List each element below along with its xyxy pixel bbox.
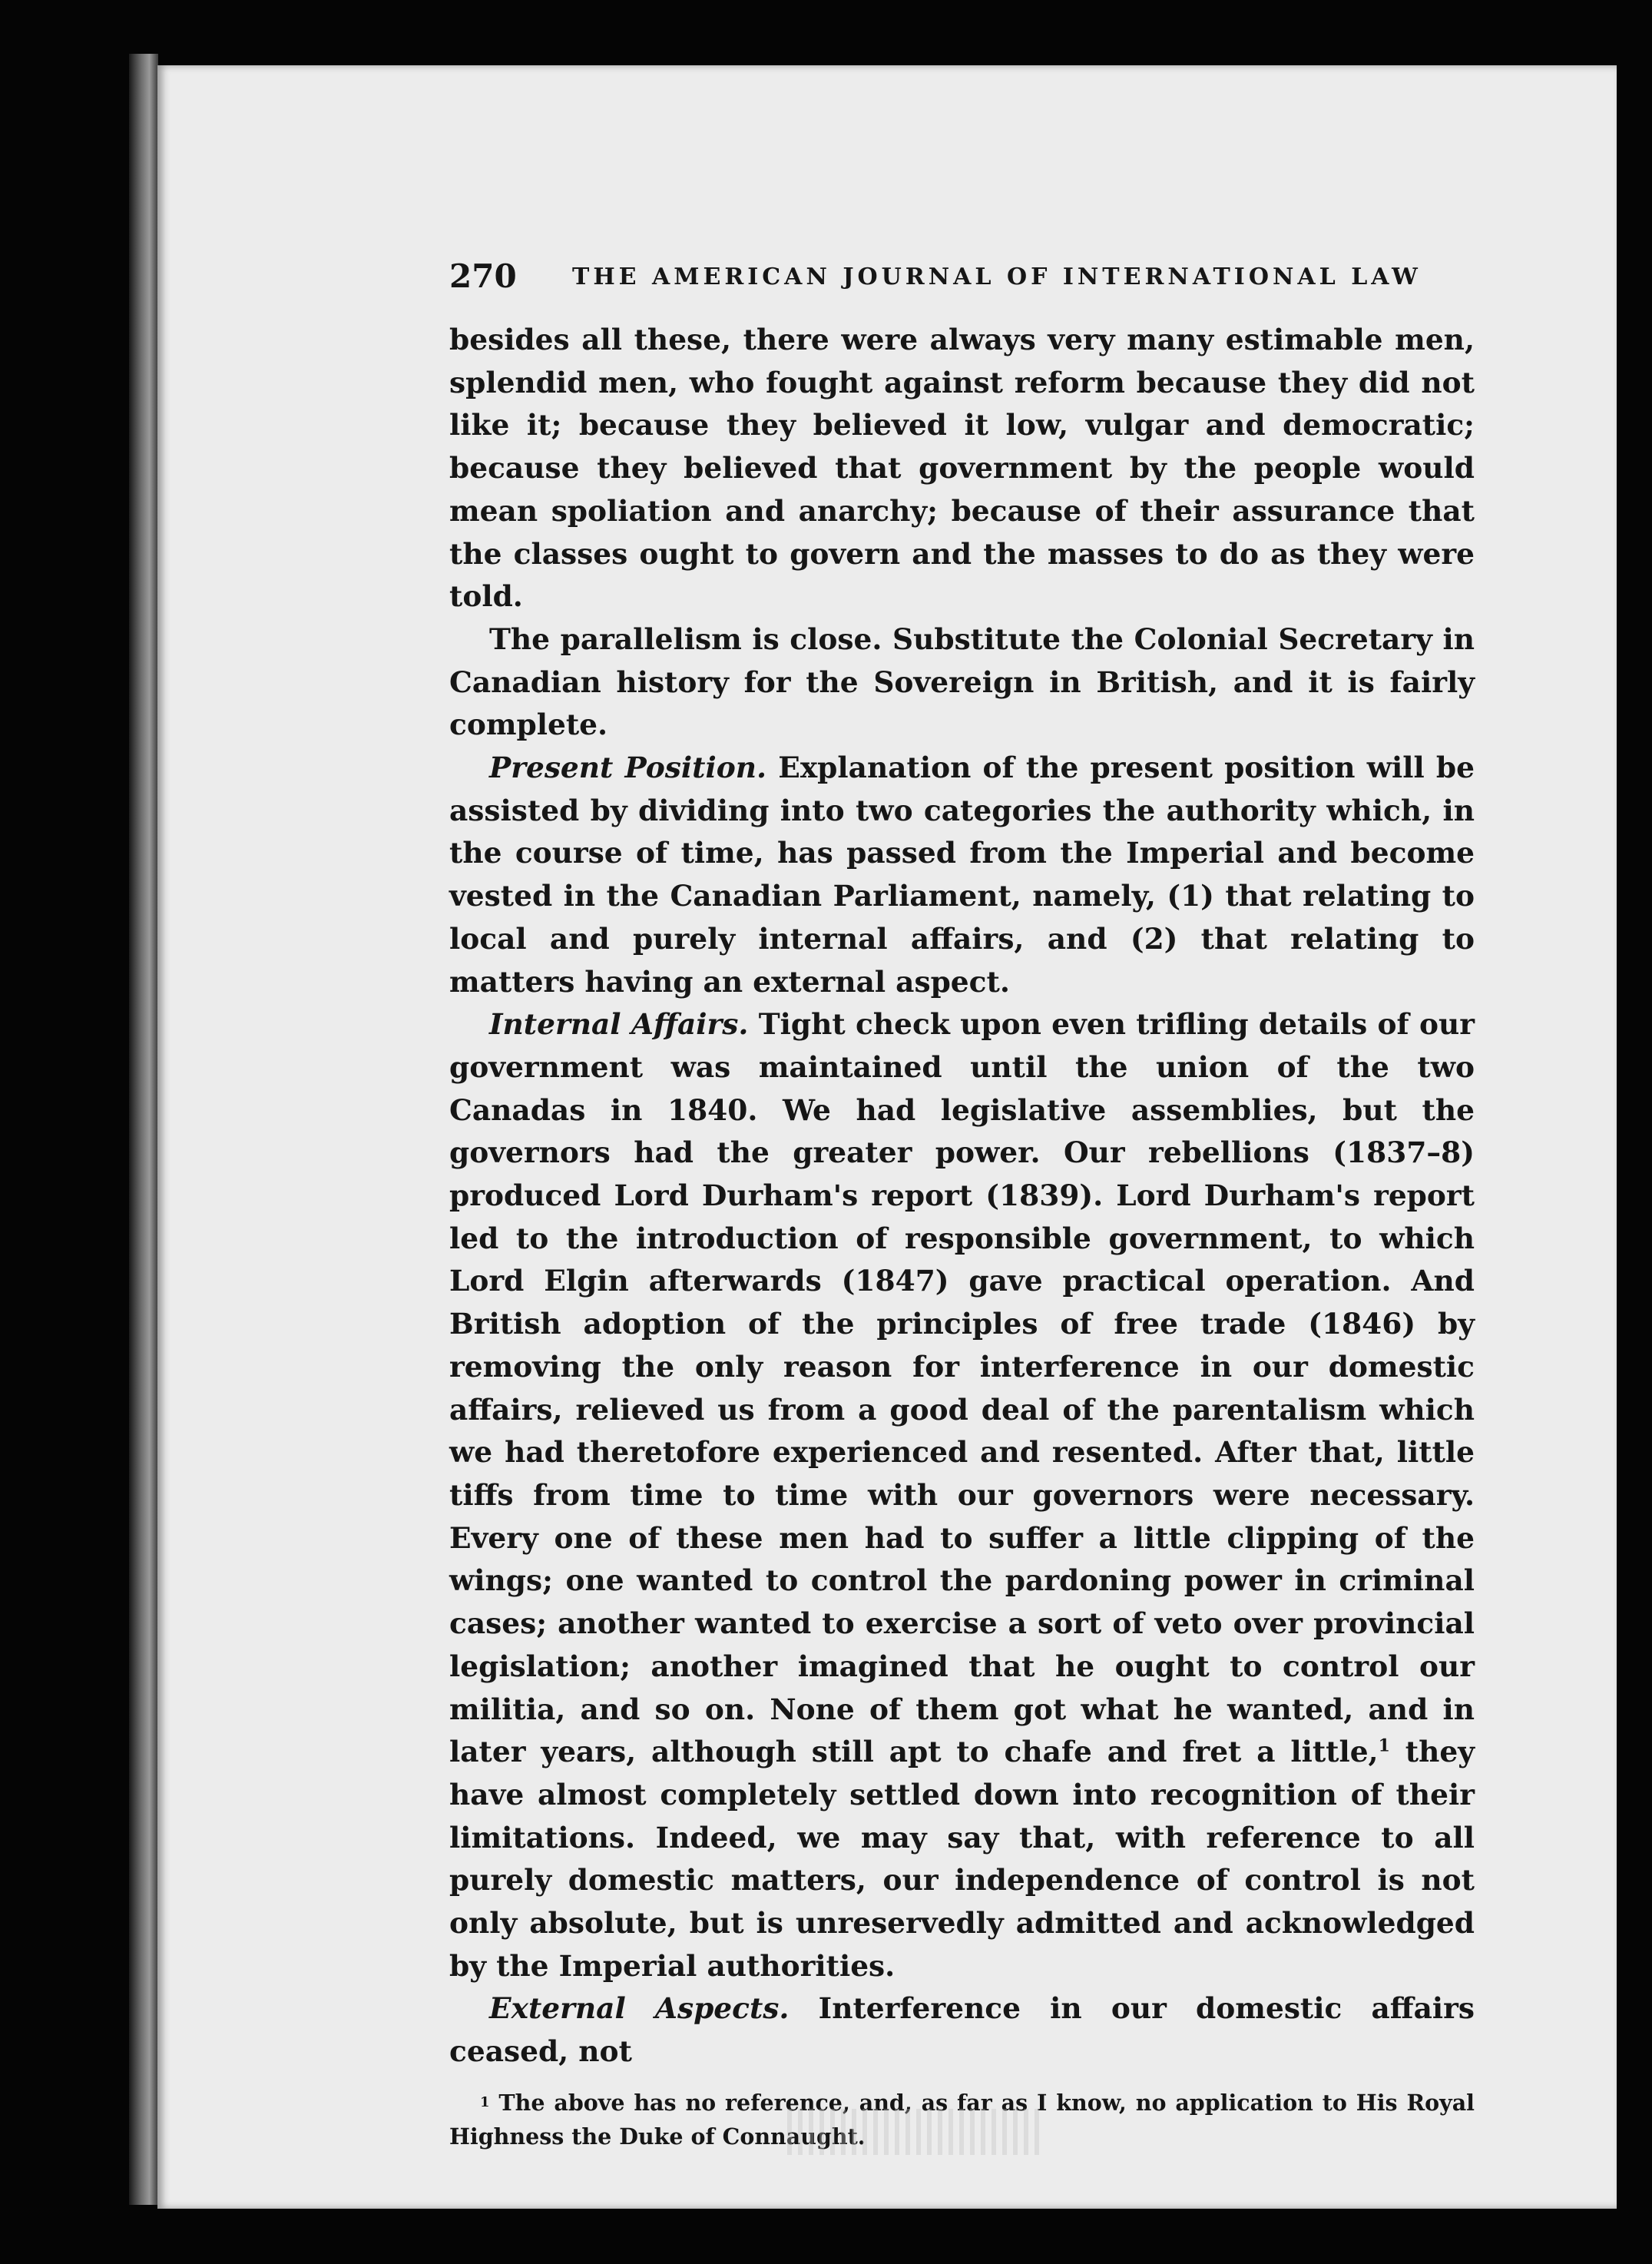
paragraph-text: Tight check upon even trifling details of our government was maintained until the union of the two Canadas in 1840. We had legislative assemblies, but the governors had the greater power. Our rebellions (1837–8) produced Lord Durham's report (1839). Lord Durham's report led to the introduction of responsible government, to which Lord Elgin afterwards (1847) gave practical operation. And British adoption of the principles of free trade (1846) by removing the only reason for interference in our domestic affairs, relieved us from a good deal of the parentalism which we had theretofore experienced and resented. After that, little tiffs from time to time with our governors were necessary. Every one of these men had to suffer a little clipping of the wings; one wanted to control the pardoning power in criminal cases; another wanted to exercise a sort of veto over provincial legislation; another imagined that he ought to control our militia, and so on. None of them got what he wanted, and in later years, although still apt to chafe and fret a little, [449, 1007, 1475, 1769]
paragraph-text: Interference in our domestic affairs ceased, not [449, 1991, 1475, 2069]
paragraph-internal-affairs [449, 1003, 1475, 1987]
paragraph-text-continued: they have almost completely settled down into recognition of their limitations. Indeed, we may say that, with reference to all purely domestic matters, our independence of control is not only absolute, but is unreservedly admitted and acknowledged by the Imperial authorities. [449, 1735, 1475, 1983]
section-heading: Present Position. [489, 751, 767, 785]
paragraph-text: Explanation of the present position will be assisted by dividing into two categories the authority which, in the course of time, has passed from the Imperial and become vested in the Canadian Parliament, namely, (1) that relating to local and purely internal affairs, and (2) that relating to matters having an external aspect. [449, 751, 1475, 999]
book-spine-edge [129, 54, 158, 2205]
paragraph-present-position [449, 747, 1475, 1003]
footnote-reference: 1 [1378, 1735, 1390, 1756]
paragraph-1 [449, 319, 1475, 618]
section-heading: Internal Affairs. [489, 1007, 749, 1042]
journal-title: THE AMERICAN JOURNAL OF INTERNATIONAL LAW [572, 264, 1422, 290]
footnote-text: The above has no reference, and, as far as I know, no application to His Royal Highness the Duke of Connaught. [449, 2089, 1475, 2150]
running-head [449, 257, 1475, 303]
paragraph-external-aspects [449, 1987, 1475, 2073]
paragraph-text: The parallelism is close. Substitute the Colonial Secretary in Canadian history for the Sovereign in British, and it is fairly complete. [449, 622, 1475, 742]
book-page [157, 65, 1617, 2209]
paragraph-2 [449, 618, 1475, 747]
paragraph-text: besides all these, there were always very many estimable men, splendid men, who fought against reform because they did not like it; because they believed it low, vulgar and democratic; because they believed that government by the people would mean spoliation and anarchy; because of their assurance that the classes ought to govern and the masses to do as they were told. [449, 323, 1475, 614]
show-through-bleed [787, 2109, 1041, 2155]
section-heading: External Aspects. [489, 1991, 790, 2026]
body-text [449, 319, 1475, 2073]
page-content [449, 257, 1475, 2153]
footnote-mark: 1 [480, 2093, 490, 2110]
page-number: 270 [449, 257, 517, 295]
